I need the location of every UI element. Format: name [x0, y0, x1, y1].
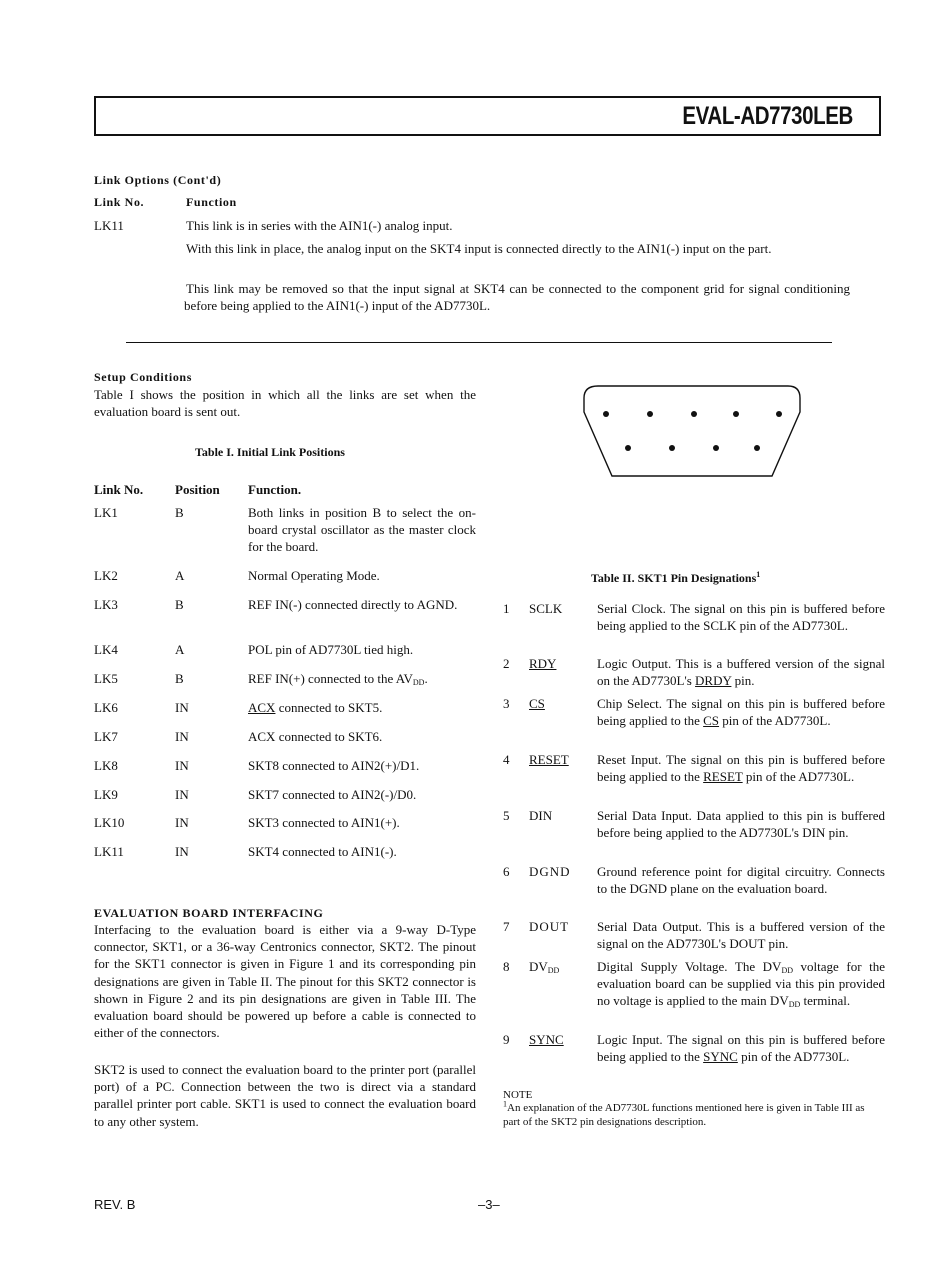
table1-link: LK4	[94, 642, 118, 657]
table1-function: SKT8 connected to AIN2(+)/D1.	[248, 758, 420, 773]
header-box	[94, 96, 881, 136]
table2-pin-number: 8	[503, 959, 510, 974]
table1-position: B	[175, 597, 184, 612]
table1-link: LK2	[94, 568, 118, 583]
link-options-col-link: Link No.	[94, 195, 145, 209]
table1-link: LK3	[94, 597, 118, 612]
link-options-p3: This link may be removed so that the input signal at SKT4 can be connected to the component grid for signal conditioning before being applied to the AIN1(-) input of the AD7730L.	[184, 281, 850, 314]
table1-position: IN	[175, 729, 189, 744]
connector-pin	[625, 445, 631, 451]
table1-position: A	[175, 642, 185, 657]
table1-function: REF IN(-) connected directly to AGND.	[248, 597, 458, 612]
table2-pin-name: DOUT	[529, 919, 570, 934]
connector-pin	[691, 411, 697, 417]
table1-position: A	[175, 568, 185, 583]
connector-pin	[733, 411, 739, 417]
table1-link: LK11	[94, 844, 124, 859]
connector-pin	[603, 411, 609, 417]
setup-heading: Setup Conditions	[94, 370, 192, 384]
footer-revision: REV. B	[94, 1197, 136, 1212]
page-title: EVAL-AD7730LEB	[682, 102, 853, 130]
table2-pin-number: 7	[503, 919, 510, 934]
table2-note-label: NOTE	[503, 1089, 533, 1101]
dtype-connector-figure	[582, 384, 804, 480]
table1-header-link: Link No.	[94, 482, 144, 497]
table1-function: SKT7 connected to AIN2(-)/D0.	[248, 787, 417, 802]
table2-pin-desc: Serial Data Output. This is a buffered version of the signal on the AD7730L's DOUT pin.	[597, 919, 885, 952]
table1-function: SKT3 connected to AIN1(+).	[248, 815, 400, 830]
interfacing-p1: Interfacing to the evaluation board is either via a 9-way D-Type connector, SKT1, or a 36-way Centronics connector, SKT2. The pinout for the SKT1 connector is given in Figure 1 and its corresponding pin designations are given in Table II. The pinout for this SKT2 connector is shown in Figure 2 and its pin designations are given in Table III. The evaluation board should be powered up before a cable is connected to either of the connectors.	[94, 922, 476, 1041]
table1-position: IN	[175, 815, 189, 830]
connector-pin	[776, 411, 782, 417]
table2-pin-number: 9	[503, 1032, 510, 1047]
table1-header-position: Position	[175, 482, 220, 497]
page-number: –3–	[478, 1197, 500, 1212]
table1-position: IN	[175, 758, 189, 773]
table2-pin-name: RDY	[529, 656, 557, 671]
table2-caption: Table II. SKT1 Pin Designations$^1$	[591, 570, 761, 585]
setup-body: Table I shows the position in which all the links are set when the evaluation board is sent out.	[94, 387, 476, 420]
table2-pin-number: 2	[503, 656, 510, 671]
section-divider	[126, 342, 832, 343]
table1-position: B	[175, 505, 184, 520]
connector-outline	[584, 386, 800, 476]
table2-pin-desc: Serial Clock. The signal on this pin is buffered before being applied to the SCLK pin of the AD7730L.	[597, 601, 885, 634]
table2-pin-desc: Digital Supply Voltage. The $DV_{DD}$ voltage for the evaluation board can be supplied via this pin provided no voltage is applied to the main $DV_{DD}$ terminal.	[597, 959, 885, 1010]
table1-function: Normal Operating Mode.	[248, 568, 380, 583]
table2-pin-name: SCLK	[529, 601, 563, 616]
table1-link: LK8	[94, 758, 118, 773]
table1-function: REF IN(+) connected to the $AV_{DD}$.	[248, 671, 428, 687]
table1-link: LK10	[94, 815, 125, 830]
table2-pin-desc: Reset Input. The signal on this pin is buffered before being applied to the RESET pin of the AD7730L.	[597, 752, 885, 785]
table2-pin-name: RESET	[529, 752, 569, 767]
table1-caption: Table I. Initial Link Positions	[195, 445, 345, 459]
table1-position: IN	[175, 844, 189, 859]
table1-link: LK7	[94, 729, 118, 744]
table1-function: POL pin of AD7730L tied high.	[248, 642, 414, 657]
link-options-link: LK11	[94, 218, 124, 233]
table2-pin-name: DIN	[529, 808, 553, 823]
table2-pin-number: 6	[503, 864, 510, 879]
table1-header-function: Function.	[248, 482, 302, 497]
connector-pin	[713, 445, 719, 451]
table2-pin-name: CS	[529, 696, 545, 711]
table2-pin-desc: Ground reference point for digital circuitry. Connects to the DGND plane on the evaluation board.	[597, 864, 885, 897]
table1-position: IN	[175, 787, 189, 802]
table2-pin-desc: Logic Input. The signal on this pin is buffered before being applied to the SYNC pin of the AD7730L.	[597, 1032, 885, 1065]
connector-pin	[647, 411, 653, 417]
table1-position: IN	[175, 700, 189, 715]
interfacing-p2: SKT2 is used to connect the evaluation board to the printer port (parallel port) of a PC. Connection between the two is direct via a standard parallel printer port cable. SKT1 is used to connect the evaluation board to any other system.	[94, 1062, 476, 1129]
table1-link: LK1	[94, 505, 118, 520]
table1-link: LK5	[94, 671, 118, 686]
table2-pin-number: 1	[503, 601, 510, 616]
table2-pin-desc: Serial Data Input. Data applied to this pin is buffered before being applied to the AD7730L's DIN pin.	[597, 808, 885, 841]
table1-link: LK6	[94, 700, 118, 715]
link-options-p2: With this link in place, the analog input on the SKT4 input is connected directly to the AIN1(-) input on the part.	[186, 241, 772, 256]
link-options-col-function: Function	[186, 195, 237, 209]
table2-pin-number: 5	[503, 808, 510, 823]
table2-pin-name: $DV_{DD}$	[529, 959, 560, 975]
connector-pin	[754, 445, 760, 451]
table1-link: LK9	[94, 787, 118, 802]
table2-pin-number: 3	[503, 696, 510, 711]
interfacing-heading: EVALUATION BOARD INTERFACING	[94, 906, 324, 920]
table1-function: ACX connected to SKT6.	[248, 729, 383, 744]
connector-pin	[669, 445, 675, 451]
table2-pin-name: SYNC	[529, 1032, 564, 1047]
table2-pin-desc: Chip Select. The signal on this pin is buffered before being applied to the CS pin of the AD7730L.	[597, 696, 885, 729]
table2-pin-desc: Logic Output. This is a buffered version of the signal on the AD7730L's DRDY pin.	[597, 656, 885, 689]
link-options-heading: Link Options (Cont'd)	[94, 173, 222, 187]
link-options-p1: This link is in series with the AIN1(-) analog input.	[186, 218, 453, 233]
table1-position: B	[175, 671, 184, 686]
table1-function: ACX connected to SKT5.	[248, 700, 383, 715]
table1-function: SKT4 connected to AIN1(-).	[248, 844, 397, 859]
table2-note-text: $^1$An explanation of the AD7730L functions mentioned here is given in Table III as part of the SKT2 pin designations description.	[503, 1099, 865, 1128]
table1-function: Both links in position B to select the on-board crystal oscillator as the master clock for the board.	[248, 505, 476, 555]
table2-pin-number: 4	[503, 752, 510, 767]
table2-pin-name: DGND	[529, 864, 571, 879]
